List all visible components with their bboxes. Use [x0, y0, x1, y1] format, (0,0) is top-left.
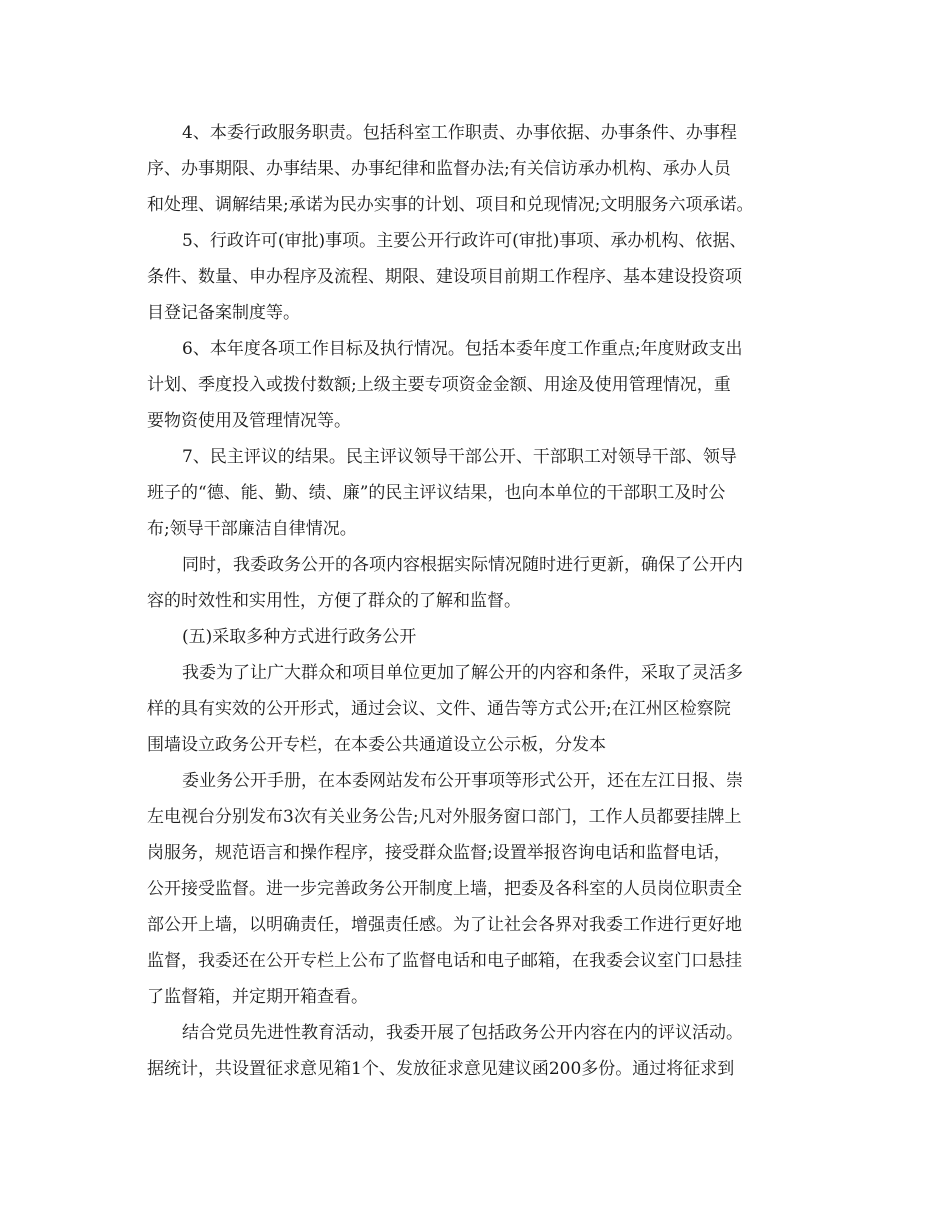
text-line: 7、民主评议的结果。民主评议领导干部公开、干部职工对领导干部、领导: [182, 447, 737, 467]
text-line: 布;领导干部廉洁自律情况。: [147, 519, 357, 539]
text-line: 计划、季度投入或拨付数额;上级主要专项资金金额、用途及使用管理情况，重: [147, 375, 731, 395]
text-line: 目登记备案制度等。: [147, 303, 300, 323]
text-line: 围墙设立政务公开专栏，在本委公共通道设立公示板，分发本: [147, 735, 606, 755]
section-heading: (五)采取多种方式进行政务公开: [182, 627, 417, 647]
text-line: 5、行政许可(审批)事项。主要公开行政许可(审批)事项、承办机构、依据、: [182, 231, 747, 251]
text-line: 了监督箱，并定期开箱查看。: [147, 987, 368, 1007]
text-line: 岗服务，规范语言和操作程序，接受群众监督;设置举报咨询电话和监督电话，: [147, 843, 731, 863]
text-line: 班子的“德、能、勤、绩、廉”的民主评议结果，也向本单位的干部职工及时公: [147, 483, 726, 503]
text-line: 4、本委行政服务职责。包括科室工作职责、办事依据、办事条件、办事程: [182, 123, 737, 143]
text-line: 我委为了让广大群众和项目单位更加了解公开的内容和条件，采取了灵活多: [182, 663, 743, 683]
text-line: 6、本年度各项工作目标及执行情况。包括本委年度工作重点;年度财政支出: [182, 339, 743, 359]
text-line: 监督，我委还在公开专栏上公布了监督电话和电子邮箱，在我委会议室门口悬挂: [147, 951, 742, 971]
text-line: 左电视台分别发布3次有关业务公告;凡对外服务窗口部门，工作人员都要挂牌上: [147, 807, 742, 827]
text-line: 同时，我委政务公开的各项内容根据实际情况随时进行更新，确保了公开内: [182, 555, 743, 575]
text-line: 容的时效性和实用性，方便了群众的了解和监督。: [147, 591, 521, 611]
text-line: 序、办事期限、办事结果、办事纪律和监督办法;有关信访承办机构、承办人员: [147, 159, 731, 179]
text-line: 条件、数量、申办程序及流程、期限、建设项目前期工作程序、基本建设投资项: [147, 267, 742, 287]
text-line: 公开接受监督。进一步完善政务公开制度上墙，把委及各科室的人员岗位职责全: [147, 879, 742, 899]
text-line: 据统计，共设置征求意见箱1个、发放征求意见建议函200多份。通过将征求到: [147, 1059, 735, 1079]
text-line: 部公开上墙，以明确责任，增强责任感。为了让社会各界对我委工作进行更好地: [147, 915, 742, 935]
text-line: 委业务公开手册，在本委网站发布公开事项等形式公开，还在左江日报、崇: [182, 771, 743, 791]
text-line: 结合党员先进性教育活动，我委开展了包括政务公开内容在内的评议活动。: [182, 1023, 743, 1043]
text-line: 和处理、调解结果;承诺为民办实事的计划、项目和兑现情况;文明服务六项承诺。: [147, 195, 754, 215]
text-line: 样的具有实效的公开形式，通过会议、文件、通告等方式公开;在江州区检察院: [147, 699, 731, 719]
text-line: 要物资使用及管理情况等。: [147, 411, 351, 431]
